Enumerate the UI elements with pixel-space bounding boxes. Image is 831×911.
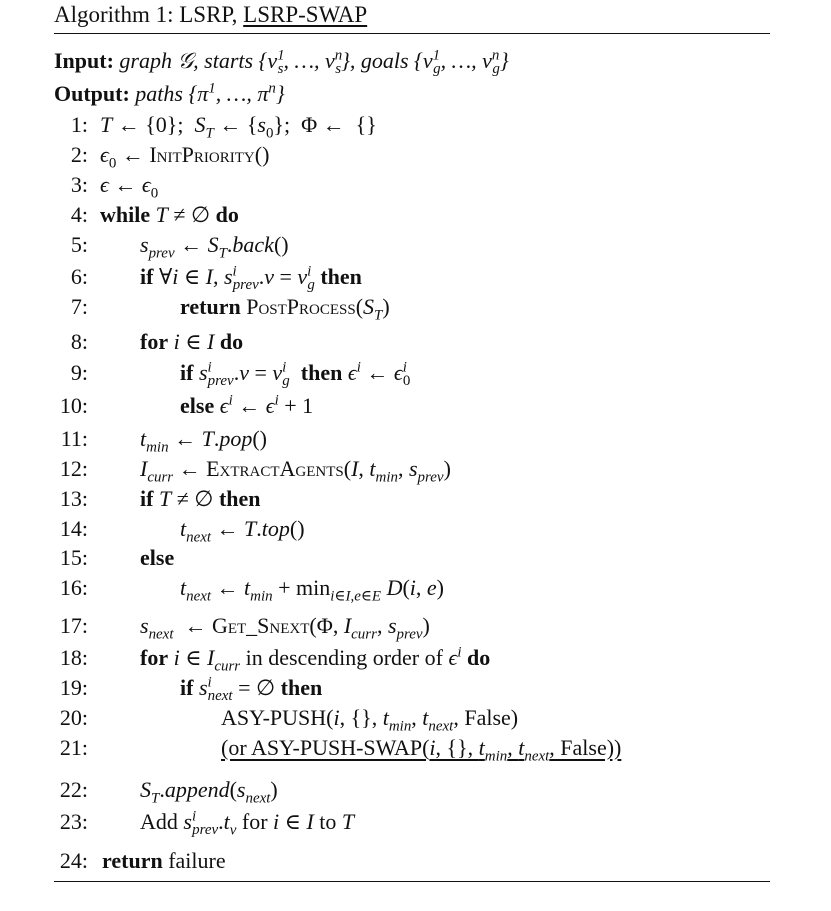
algorithm-caption xyxy=(54,2,367,28)
top-rule xyxy=(54,33,770,34)
input-text: graph 𝒢, starts {$v^1_s$, …, $v^n_s$}, goals {$v^1_g$, …, $v^n_g$} xyxy=(119,47,509,78)
bottom-rule xyxy=(54,881,770,882)
caption-name: LSRP, xyxy=(179,2,238,27)
caption-label: Algorithm 1: xyxy=(54,2,174,27)
input-keyword: Input: xyxy=(54,48,114,73)
output-text: paths {$\pi^1$, …, $\pi^n$} xyxy=(135,80,285,106)
output-keyword: Output: xyxy=(54,81,130,106)
caption-alt-name: LSRP-SWAP xyxy=(243,2,368,27)
